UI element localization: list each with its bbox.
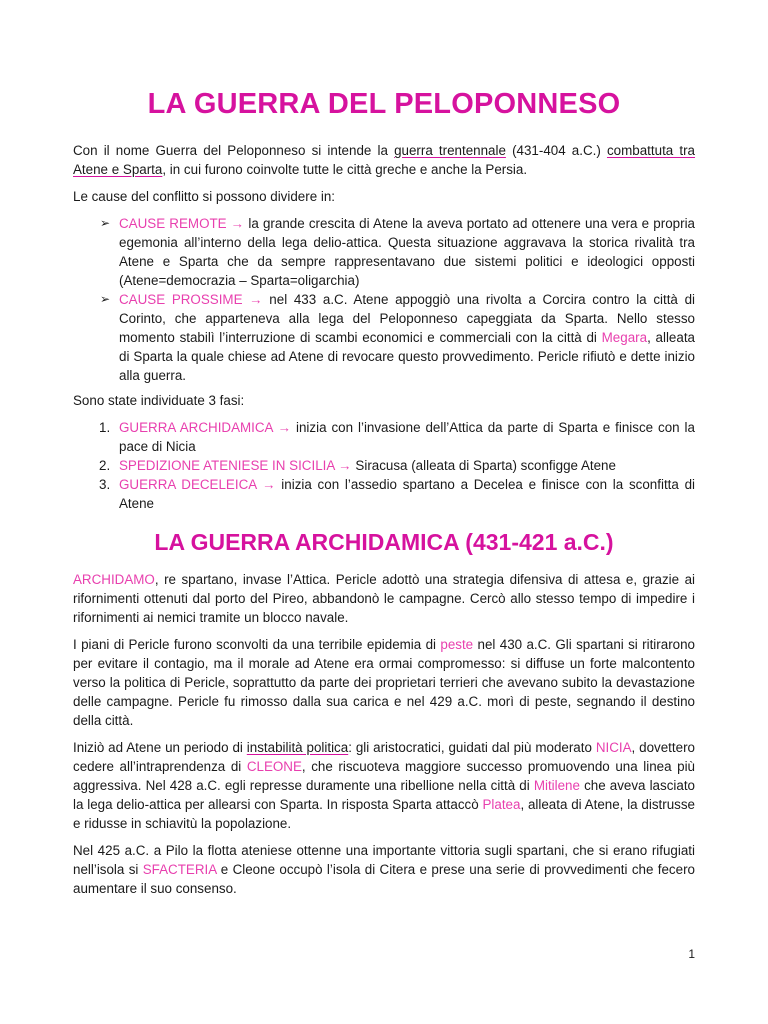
highlight-term: Platea bbox=[482, 797, 521, 812]
list-item bbox=[73, 290, 695, 385]
causes-intro: Le cause del conflitto si possono dividere in: bbox=[73, 189, 336, 204]
intro-underline-1: guerra trentennale bbox=[394, 143, 506, 158]
intro-underline-2: combattuta tra Atene e Sparta bbox=[73, 143, 696, 177]
highlight-term: NICIA bbox=[595, 740, 632, 755]
page-number: 1 bbox=[688, 947, 695, 961]
highlight-term: SFACTERIA bbox=[142, 862, 217, 877]
phase-label: GUERRA ARCHIDAMICA bbox=[119, 420, 273, 435]
right-arrow-icon: → bbox=[262, 477, 276, 492]
body-paragraph bbox=[73, 635, 695, 730]
phases-list bbox=[73, 418, 695, 513]
right-arrow-icon: → bbox=[277, 420, 292, 435]
paragraph-text: I piani di Pericle furono sconvolti da una terribile epidemia di bbox=[73, 637, 441, 652]
body-paragraph bbox=[73, 570, 695, 627]
paragraph-text: , re spartano, invase l’Attica. Pericle adottò una strategia difensiva di attesa e, grazie ai rifornimenti ottenuti dal porto del Pireo, abbandonò le campagne. Cercò allo stesso tempo di impedire i rifornimenti ai nemici tramite un blocco navale. bbox=[73, 572, 695, 625]
paragraph-text: : gli aristocratici, guidati dal più moderato bbox=[348, 740, 596, 755]
phase-text: Siracusa (alleata di Sparta) sconfigge Atene bbox=[351, 458, 616, 473]
phase-text: inizia con l’invasione dell’Attica da parte di Sparta e finisce con la pace di Nicia bbox=[119, 420, 695, 454]
cause-label: CAUSE REMOTE bbox=[119, 216, 227, 231]
arrowhead-bullet-icon: ➢ bbox=[100, 216, 111, 230]
paragraph-text: , che riscuoteva maggiore successo promuovendo una linea più aggressiva. Nel 428 a.C. egli represse duramente una ribellione nella città di bbox=[73, 759, 696, 793]
paragraph-text: , dovettero cedere all’intraprendenza di bbox=[73, 740, 695, 774]
list-item bbox=[73, 214, 695, 290]
causes-list bbox=[73, 214, 695, 385]
highlight-term: Mitilene bbox=[533, 778, 580, 793]
phases-intro: Sono state individuate 3 fasi: bbox=[73, 393, 245, 408]
right-arrow-icon: → bbox=[230, 216, 245, 231]
phase-number: 2. bbox=[99, 458, 111, 473]
arrowhead-bullet-icon: ➢ bbox=[100, 292, 111, 306]
cause-text: nel 433 a.C. Atene appoggiò una rivolta a Corcira contro la città di Corinto, che apparteneva alla lega del Peloponneso capeggiata da Sparta. Nello stesso momento stabilì l’interruzione di scambi economici e commerciali con la città di bbox=[119, 292, 695, 345]
right-arrow-icon: → bbox=[249, 292, 263, 307]
highlight-term: CLEONE bbox=[246, 759, 302, 774]
list-item bbox=[73, 456, 695, 475]
intro-text: , in cui furono coinvolte tutte le città greche e anche la Persia. bbox=[162, 162, 528, 177]
list-item bbox=[73, 418, 695, 456]
phase-number: 3. bbox=[99, 477, 111, 492]
right-arrow-icon: → bbox=[338, 458, 352, 473]
phase-label: SPEDIZIONE ATENIESE IN SICILIA bbox=[119, 458, 335, 473]
phase-text: inizia con l’assedio spartano a Decelea e finisce con la sconfitta di Atene bbox=[119, 477, 695, 511]
paragraph-text: che aveva lasciato la lega delio-attica per allearsi con Sparta. In risposta Sparta attaccò bbox=[73, 778, 695, 812]
body-paragraph bbox=[73, 841, 695, 898]
intro-text: Con il nome Guerra del Peloponneso si intende la bbox=[73, 143, 395, 158]
paragraph-text: , alleata di Atene, la distrusse e ridusse in schiavitù la popolazione. bbox=[73, 797, 695, 831]
intro-text: (431-404 a.C.) bbox=[505, 143, 607, 158]
paragraph-text: nel 430 a.C. Gli spartani si ritirarono per evitare il contagio, ma il morale ad Atene era ormai compromesso: si diffuse un forte malcontento verso la politica di Pericle, soprattutto da parte dei proprietari terrieri che avevano subito la devastazione delle campagne. Pericle fu rimosso dalla sua carica e nel 429 a.C. morì di peste, segnando il destino della città. bbox=[73, 637, 695, 728]
highlight-term: ARCHIDAMO bbox=[73, 572, 155, 587]
cause-label: CAUSE PROSSIME bbox=[119, 292, 243, 307]
intro-paragraph bbox=[73, 141, 695, 179]
list-item bbox=[73, 475, 695, 513]
page-title: LA GUERRA DEL PELOPONNESO bbox=[147, 88, 621, 120]
body-paragraph bbox=[73, 738, 695, 833]
cause-text: , alleata di Sparta la quale chiese ad Atene di revocare questo provvedimento. Pericle rifiutò e dette inizio alla guerra. bbox=[119, 330, 695, 383]
highlight-term: Megara bbox=[601, 330, 648, 345]
phase-label: GUERRA DECELEICA bbox=[119, 477, 257, 492]
paragraph-text: Iniziò ad Atene un periodo di bbox=[73, 740, 247, 755]
paragraph-text: Nel 425 a.C. a Pilo la flotta ateniese ottenne una importante vittoria sugli spartani, che si erano rifugiati nell’isola si bbox=[73, 843, 695, 877]
paragraph-text: e Cleone occupò l’isola di Citera e prese una serie di provvedimenti che fecero aumentare il suo consenso. bbox=[73, 862, 695, 896]
cause-text: la grande crescita di Atene la aveva portato ad ottenere una vera e propria egemonia all’interno della lega delio-attica. Questa situazione aggravava la storica rivalità tra Atene e Sparta che da sempre rappresentavano due sistemi politici e ideologici opposti (Atene=democrazia – Sparta=oligarchia) bbox=[119, 216, 695, 288]
phase-number: 1. bbox=[99, 420, 111, 435]
highlight-term: peste bbox=[440, 637, 474, 652]
section-title: LA GUERRA ARCHIDAMICA (431-421 a.C.) bbox=[154, 529, 614, 555]
underlined-term: instabilità politica bbox=[246, 740, 349, 755]
